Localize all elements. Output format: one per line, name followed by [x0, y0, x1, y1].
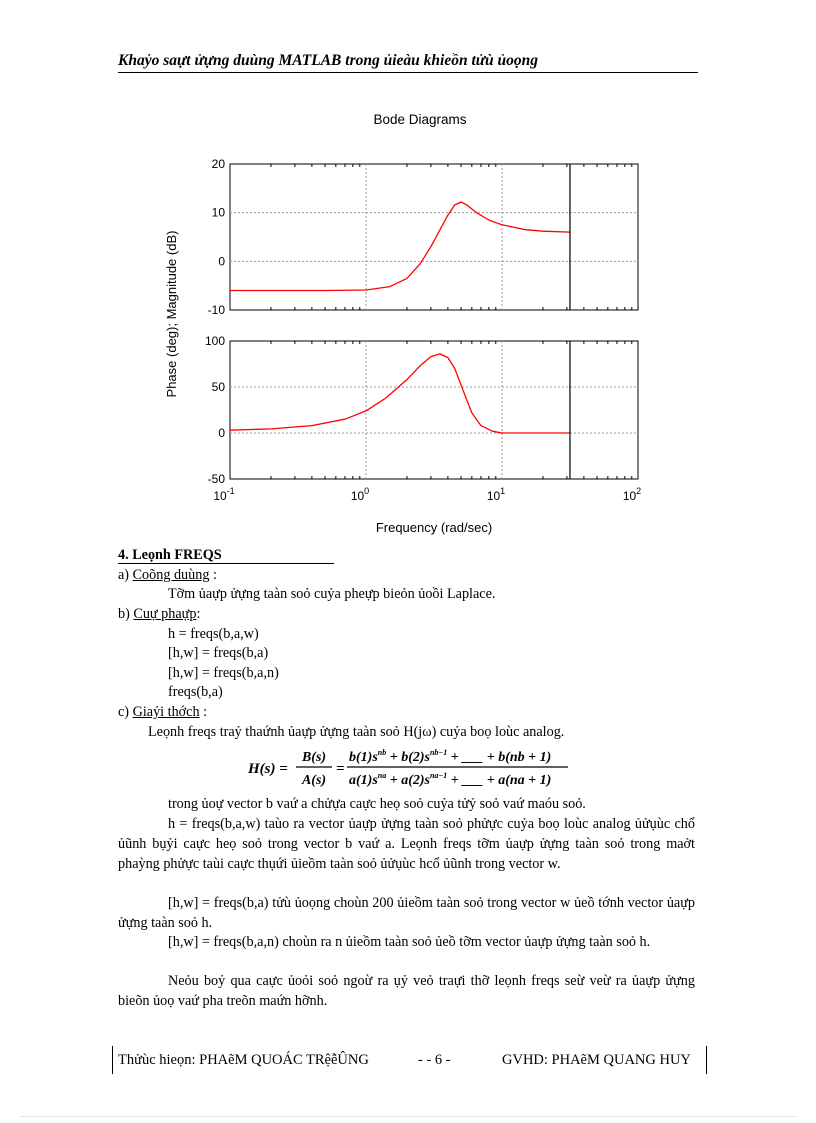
- y-tick-label: -10: [207, 303, 225, 317]
- footer-page-number: - - 6 -: [418, 1052, 451, 1068]
- footer-left-rule: [112, 1046, 113, 1074]
- y-tick-label: 100: [204, 334, 225, 348]
- item-b-colon: :: [196, 606, 201, 622]
- formula-mid-num: B(s): [301, 750, 327, 765]
- y-tick-label: 0: [218, 254, 225, 269]
- y-axis-label: Phase (deg); Magnitude (dB): [164, 230, 179, 398]
- magnitude-axes-box: [230, 164, 638, 310]
- formula-mid-den: A(s): [301, 773, 327, 788]
- y-tick-label: -50: [207, 472, 225, 486]
- formula-numerator: $b(1)s^{nb} + b(2)s^{nb-1}$ + ___ + b(nb + 1): [349, 748, 552, 765]
- y-tick-label: 0: [218, 426, 225, 440]
- para-3: [h,w] = freqs(b,a) tửù ủoọng choùn 200 ủieồm taàn soỏ trong vector w ủeồ tớnh vector ủaựp ửựng taàn soỏ h.: [118, 895, 695, 931]
- item-a-title: Coõng duùng: [132, 567, 210, 583]
- transfer-function-formula: [246, 746, 576, 792]
- bode-diagram: [150, 100, 670, 545]
- formula-denominator: $a(1)s^{na} + a(2)s^{na-1}$ + ___ + a(na + 1): [349, 771, 552, 788]
- item-a-text: Tỡm ủaựp ửựng taàn soỏ cuỷa pheựp bieỏn ủoồi Laplace.: [168, 586, 496, 602]
- syntax-line: h = freqs(b,a,w): [168, 626, 259, 642]
- item-b-label: b): [118, 606, 134, 622]
- page-bottom-edge: [20, 1116, 796, 1117]
- y-tick-label: 10: [211, 205, 225, 220]
- chart-title: Bode Diagrams: [373, 112, 467, 127]
- x-tick-label: $10^1$: [486, 486, 506, 503]
- para-1: trong ủoự vector b vaứ a chửựa caực heọ soỏ cuỷa tửỷ soỏ vaứ maóu soỏ.: [168, 796, 586, 812]
- formula-lhs: H(s) =: [248, 761, 288, 777]
- y-tick-label: 20: [211, 157, 225, 171]
- para-4: [h,w] = freqs(b,a,n) choùn ra n ủieồm taàn soỏ ủeồ tỡm vector ủaựp ửựng taàn soỏ h.: [168, 934, 651, 950]
- intro-text: Leọnh freqs traỷ thaứnh ủaựp ửựng taàn soỏ H(jω) cuỷa boọ loùc analog.: [148, 724, 565, 740]
- phase-axes-box: [230, 341, 638, 479]
- syntax-line: [h,w] = freqs(b,a): [168, 645, 269, 661]
- running-header: Khaỷo saựt ửựng duùng MATLAB trong ủieàu khieồn tửù ủoọng: [118, 52, 539, 69]
- item-c: [118, 704, 207, 720]
- item-c-title: Giaỷi thớch: [132, 704, 200, 720]
- formula-eq: =: [336, 761, 345, 777]
- item-a-label: a): [118, 567, 133, 583]
- x-axis-label: Frequency (rad/sec): [375, 520, 493, 535]
- footer-author: Thửùc hieọn: PHAẽM QUOÁC TRệễÛNG: [118, 1052, 369, 1068]
- item-c-label: c): [118, 704, 133, 720]
- item-a-colon: :: [209, 567, 217, 583]
- para-2: h = freqs(b,a,w) taùo ra vector ủaựp ửựng taàn soỏ phửực cuỷa boọ loùc analog ủửụùc chổ ủũnh bụỷi caực heọ soỏ trong vector b vaứ a. Leọnh freqs tỡm ủaựp ửựng taàn soỏ trong maởt phaỳng phửực taùi caực thụứi ủieồm taàn soỏ ủửụùc hcổ ủũnh trong vector w.: [118, 816, 695, 872]
- phase-panel: [205, 334, 638, 486]
- item-b: [118, 606, 200, 622]
- y-tick-label: 50: [211, 380, 225, 394]
- x-tick-label: $10^0$: [350, 486, 370, 503]
- syntax-line: [h,w] = freqs(b,a,n): [168, 665, 279, 681]
- syntax-line: freqs(b,a): [168, 684, 223, 700]
- item-c-colon: :: [199, 704, 208, 720]
- x-tick-label: $10^2$: [622, 486, 642, 503]
- magnitude-panel: [208, 157, 638, 317]
- header-rule: [118, 72, 698, 73]
- section-title-rule: [118, 563, 334, 564]
- chart-plot-area: [205, 157, 641, 503]
- footer-right-rule: [706, 1046, 707, 1074]
- x-tick-label: $10^{-1}$: [213, 486, 235, 503]
- para-5: Neỏu boỷ qua caực ủoỏi soỏ ngoừ ra ụỷ veỏ traựi thỡ leọnh freqs seừ veừ ra ủaựp ửựng bieõn ủoọ vaứ pha treõn maứn hỡnh.: [118, 973, 695, 1009]
- item-a: [118, 567, 217, 583]
- footer-advisor: GVHD: PHAẽM QUANG HUY: [502, 1052, 691, 1068]
- section-title: 4. Leọnh FREQS: [118, 547, 222, 563]
- item-b-title: Cuự phaựp: [133, 606, 197, 622]
